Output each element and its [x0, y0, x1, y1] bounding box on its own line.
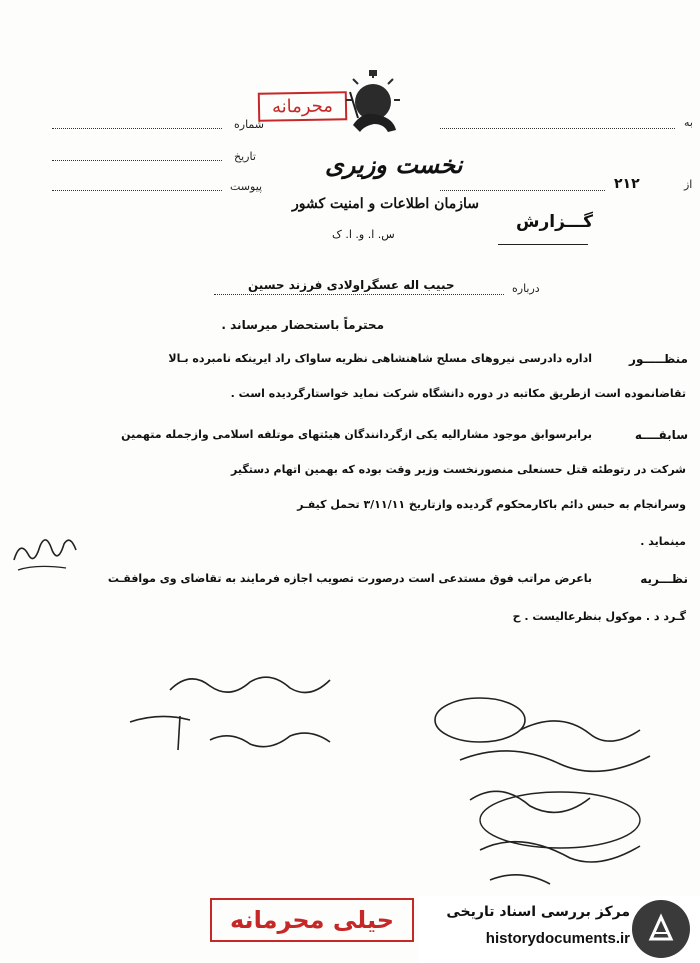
nazariye-line-2: گـرد د . موکول بنظرعالیست . ح	[512, 610, 686, 623]
archive-logo-icon	[632, 900, 690, 958]
nazariye-line-1: باعرض مراتب فوق مستدعی است درصورت تصویب اجازه فرمایند به تقاضای وی موافقـت	[107, 572, 592, 585]
number-label: شماره	[234, 118, 265, 131]
number-dotted-line	[52, 128, 222, 129]
report-underline	[498, 244, 588, 245]
from-number: ۲۱۲	[614, 176, 640, 192]
handwritten-note-left	[120, 660, 350, 770]
sabeghe-label: سابقــــه	[634, 428, 688, 442]
site-url: historydocuments.ir	[485, 930, 630, 947]
subject-label: درباره	[512, 282, 540, 295]
sabeghe-line-2: شرکت در رتوطئه قتل حسنعلی منصورنخست وزیر وقت بوده که بهمین اتهام دستگیر	[231, 463, 686, 476]
from-dotted-line	[440, 190, 605, 191]
attachment-dotted-line	[52, 190, 222, 191]
sabeghe-line-3: وسرانجام به حبس دائم باکارمحکوم گردیده وازتاریخ ۳/۱۱/۱۱ تحمل کیفـر	[297, 498, 686, 511]
date-dotted-line	[52, 160, 222, 161]
lion-and-sun-emblem-icon	[338, 70, 408, 140]
handwritten-signatures-right	[420, 690, 670, 890]
footer-watermark	[418, 896, 700, 963]
center-name: مرکز بررسی اسناد تاریخی	[446, 904, 630, 920]
to-label: به	[684, 116, 693, 129]
sabeghe-line-4: مینماید .	[640, 535, 686, 548]
nazariye-label: نظـــریه	[640, 572, 688, 586]
margin-handwriting-signature	[6, 520, 86, 580]
date-label: تاریخ	[234, 150, 256, 163]
org-subtitle: سازمان اطلاعات و امنیت کشور	[292, 196, 479, 212]
greeting-line: محترماً باستحضار میرساند .	[221, 318, 384, 332]
subject-value: حبیب اله عسگراولادی فرزند حسین	[248, 278, 455, 292]
sabeghe-line-1: برابرسوابق موجود مشارالیه یکی ازگردانندگان هیئتهای موتلفه اسلامی وازجمله متهمین	[121, 428, 592, 441]
manzoor-line-2: تقاضانموده است ازطریق مکاتبه در دوره دانشگاه شرکت نماید خواستارگردیده است .	[230, 387, 686, 400]
attachment-label: پیوست	[230, 180, 263, 193]
confidential-stamp-top: محرمانه	[258, 91, 347, 122]
org-title: نخست وزیری	[325, 150, 463, 179]
confidential-stamp-bottom: حیلی محرمانه	[210, 898, 414, 942]
to-dotted-line	[440, 128, 675, 129]
org-code: س. ا. و. ا. ک	[332, 228, 395, 241]
report-label: گـــزارش	[516, 212, 593, 232]
from-label: از	[684, 178, 693, 191]
manzoor-line-1: اداره دادرسی نیروهای مسلح شاهنشاهی نظریه ساواک راد ایرینکه نامبرده بـالا	[168, 352, 592, 365]
subject-dotted-line	[214, 294, 504, 295]
manzoor-label: منظـــــور	[629, 352, 688, 366]
